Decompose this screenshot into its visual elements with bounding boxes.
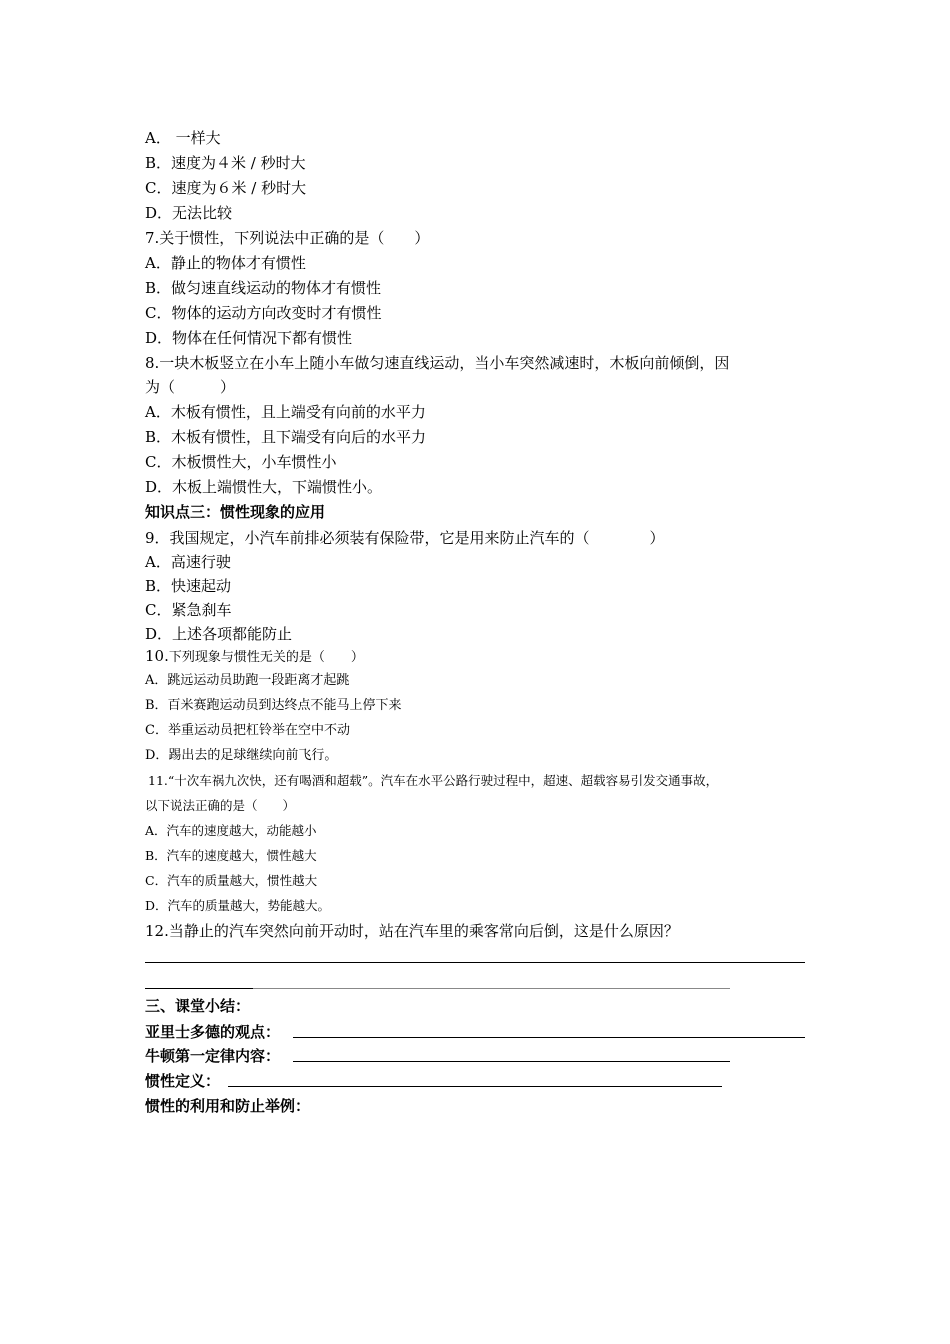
summary-inertia-def-label: 惯性定义： [145, 1072, 221, 1090]
summary-examples-label: 惯性的利用和防止举例： [145, 1097, 311, 1115]
section3-heading: 知识点三：惯性现象的应用 [145, 503, 326, 521]
q8-option-a: A．木板有惯性，且上端受有向前的水平力 [145, 403, 426, 421]
q12-stem: 12.当静止的汽车突然向前开动时，站在汽车里的乘客常向后倒，这是什么原因？ [145, 922, 679, 940]
q6-option-d: D．无法比较 [145, 204, 233, 222]
q11-option-b: B．汽车的速度越大，惯性越大 [145, 848, 317, 863]
q8-option-c: C．木板惯性大，小车惯性小 [145, 453, 337, 471]
q11-stem-line2: 以下说法正确的是（ ） [145, 798, 296, 813]
q11-option-d: D．汽车的质量越大，势能越大。 [145, 898, 331, 913]
q6-option-b: B．速度为４米 / 秒时大 [145, 154, 306, 172]
q10-option-a: A．跳远运动员助跑一段距离才起跳 [145, 673, 350, 688]
q8-stem-line2: 为（ ） [145, 378, 236, 396]
q9-option-b: B．快速起动 [145, 577, 232, 595]
q9-option-c: C．紧急刹车 [145, 601, 232, 619]
summary-heading: 三、课堂小结： [145, 997, 251, 1015]
q10-option-c: C．举重运动员把杠铃举在空中不动 [145, 723, 350, 738]
q12-answer-line-2b[interactable] [253, 988, 730, 989]
q9-option-a: A．高速行驶 [145, 553, 231, 571]
q12-answer-line-1[interactable] [145, 962, 805, 963]
q12-answer-line-2a[interactable] [145, 988, 253, 989]
q11-option-c: C．汽车的质量越大，惯性越大 [145, 873, 318, 888]
q7-option-c: C．物体的运动方向改变时才有惯性 [145, 304, 382, 322]
q9-stem: 9．我国规定，小汽车前排必须装有保险带，它是用来防止汽车的（ ） [145, 529, 665, 547]
q9-option-d: D．上述各项都能防止 [145, 625, 293, 643]
summary-newton-label: 牛顿第一定律内容： [145, 1047, 281, 1065]
q8-stem-line1: 8.一块木板竖立在小车上随小车做匀速直线运动，当小车突然减速时，木板向前倾倒，因 [145, 354, 730, 372]
q10-number: 10. [145, 647, 169, 665]
q6-option-c: C．速度为６米 / 秒时大 [145, 179, 307, 197]
q11-option-a: A．汽车的速度越大，动能越小 [145, 823, 317, 838]
q7-option-b: B．做匀速直线运动的物体才有惯性 [145, 279, 382, 297]
q6-option-a: A． 一样大 [145, 129, 221, 147]
q7-stem: 7.关于惯性，下列说法中正确的是（ ） [145, 229, 430, 247]
q7-option-d: D．物体在任何情况下都有惯性 [145, 329, 353, 347]
summary-newton-blank[interactable] [293, 1061, 730, 1062]
q8-option-b: B．木板有惯性，且下端受有向后的水平力 [145, 428, 427, 446]
q10-option-b: B．百米赛跑运动员到达终点不能马上停下来 [145, 698, 402, 713]
summary-aristotle-blank[interactable] [293, 1037, 805, 1038]
q8-option-d: D．木板上端惯性大，下端惯性小。 [145, 478, 383, 496]
q7-option-a: A．静止的物体才有惯性 [145, 254, 306, 272]
q10-option-d: D．踢出去的足球继续向前飞行。 [145, 748, 338, 763]
q11-stem-line1: 11.“十次车祸九次快，还有喝酒和超载”。汽车在水平公路行驶过程中，超速、超载容易引发交通事故， [148, 773, 719, 788]
q10-stem [145, 646, 364, 668]
q10-stem-text: 下列现象与惯性无关的是（ ） [168, 650, 364, 665]
summary-inertia-def-blank[interactable] [228, 1086, 722, 1087]
summary-aristotle-label: 亚里士多德的观点： [145, 1023, 281, 1041]
